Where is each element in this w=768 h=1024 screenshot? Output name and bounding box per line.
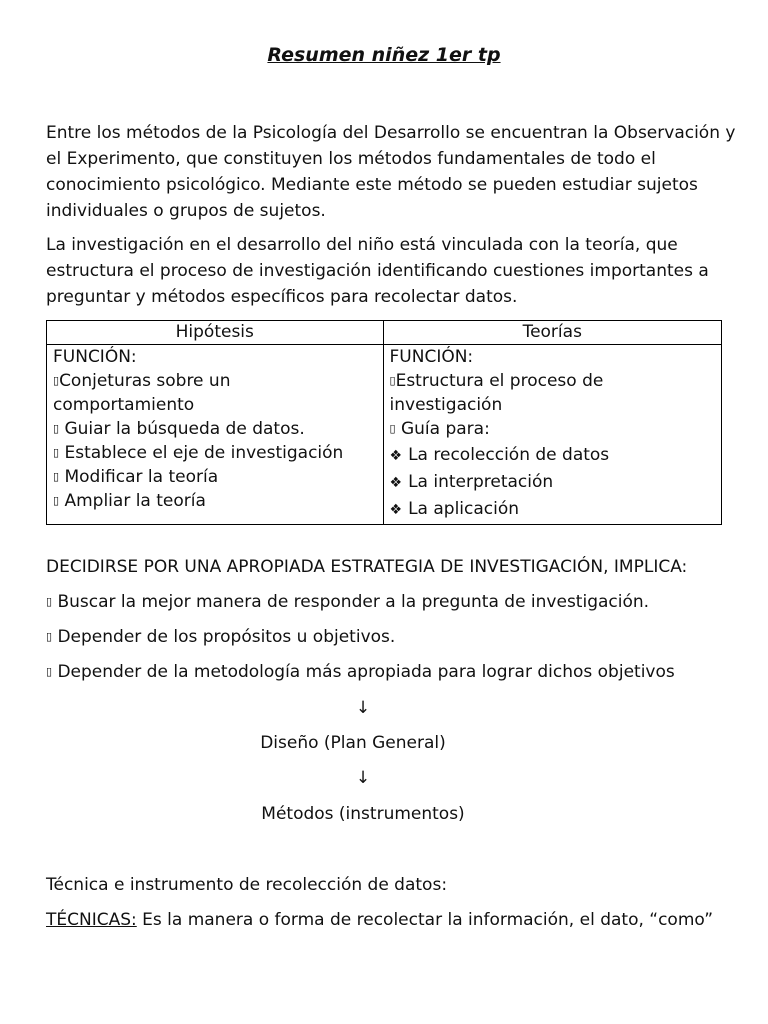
- paragraph-intro: Entre los métodos de la Psicología del Desarrollo se encuentran la Observación y el Experimento, que constituyen los métodos fundamentales de todo el conocimiento psicológico. Mediante este método se pueden estudiar sujetos individuales o grupos de sujetos.: [46, 123, 736, 221]
- diamond-bullet-icon: ❖: [389, 475, 403, 491]
- placeholder-glyph-icon: ▯: [53, 374, 60, 387]
- tecnica-heading: Técnica e instrumento de recolección de datos:: [46, 875, 448, 895]
- table-row: [47, 345, 722, 525]
- placeholder-glyph-icon: ▯: [46, 665, 53, 678]
- placeholder-glyph-icon: ▯: [46, 630, 53, 643]
- tecnicas-definition: [46, 908, 713, 932]
- list-item: ▯Conjeturas sobre un comportamiento: [53, 371, 231, 415]
- cell-hipotesis: [47, 345, 384, 525]
- list-item: ▯ Guiar la búsqueda de datos.: [53, 419, 305, 439]
- list-item: ▯ Guía para:: [389, 419, 490, 439]
- document-title: Resumen niñez 1er tp: [267, 44, 501, 66]
- placeholder-glyph-icon: ▯: [389, 422, 396, 435]
- metodos-label: Métodos (instrumentos): [261, 804, 465, 824]
- placeholder-glyph-icon: ▯: [53, 494, 60, 507]
- placeholder-glyph-icon: ▯: [53, 446, 60, 459]
- diseno-label: Diseño (Plan General): [260, 733, 446, 753]
- hip-funcion-label: FUNCIÓN:: [53, 347, 137, 367]
- list-item: ❖ La aplicación: [389, 499, 520, 519]
- placeholder-glyph-icon: ▯: [389, 374, 396, 387]
- diamond-bullet-icon: ❖: [389, 502, 403, 518]
- placeholder-glyph-icon: ▯: [53, 470, 60, 483]
- list-item: ❖ La recolección de datos: [389, 445, 610, 465]
- list-item: ▯ Buscar la mejor manera de responder a la pregunta de investigación.: [46, 592, 650, 612]
- tecnicas-label: TÉCNICAS:: [46, 910, 137, 930]
- list-item: ▯ Modificar la teoría: [53, 467, 219, 487]
- placeholder-glyph-icon: ▯: [46, 595, 53, 608]
- down-arrow-icon: ↓: [355, 768, 371, 788]
- list-item: ▯ Depender de la metodología más apropiada para lograr dichos objetivos: [46, 662, 675, 682]
- list-item: ❖ La interpretación: [389, 472, 554, 492]
- hypothesis-theory-table: [46, 320, 722, 525]
- table-header-row: [47, 321, 722, 345]
- list-item: ▯Estructura el proceso de investigación: [389, 371, 604, 415]
- diamond-bullet-icon: ❖: [389, 448, 403, 464]
- cell-teorias: [383, 345, 721, 525]
- header-teorias: Teorías: [383, 321, 721, 345]
- list-item: ▯ Ampliar la teoría: [53, 491, 206, 511]
- estrategia-heading: DECIDIRSE POR UNA APROPIADA ESTRATEGIA DE INVESTIGACIÓN, IMPLICA:: [46, 557, 688, 577]
- list-item: ▯ Depender de los propósitos u objetivos.: [46, 627, 396, 647]
- header-hipotesis: Hipótesis: [47, 321, 384, 345]
- teo-funcion-label: FUNCIÓN:: [389, 347, 474, 367]
- placeholder-glyph-icon: ▯: [53, 422, 60, 435]
- tecnicas-text: Es la manera o forma de recolectar la información, el dato, “como”: [136, 910, 713, 930]
- down-arrow-icon: ↓: [355, 698, 371, 718]
- list-item: ▯ Establece el eje de investigación: [53, 443, 344, 463]
- paragraph-investigation: La investigación en el desarrollo del niño está vinculada con la teoría, que estructura el proceso de investigación identificando cuestiones importantes a preguntar y métodos específicos para recolectar datos.: [46, 235, 709, 307]
